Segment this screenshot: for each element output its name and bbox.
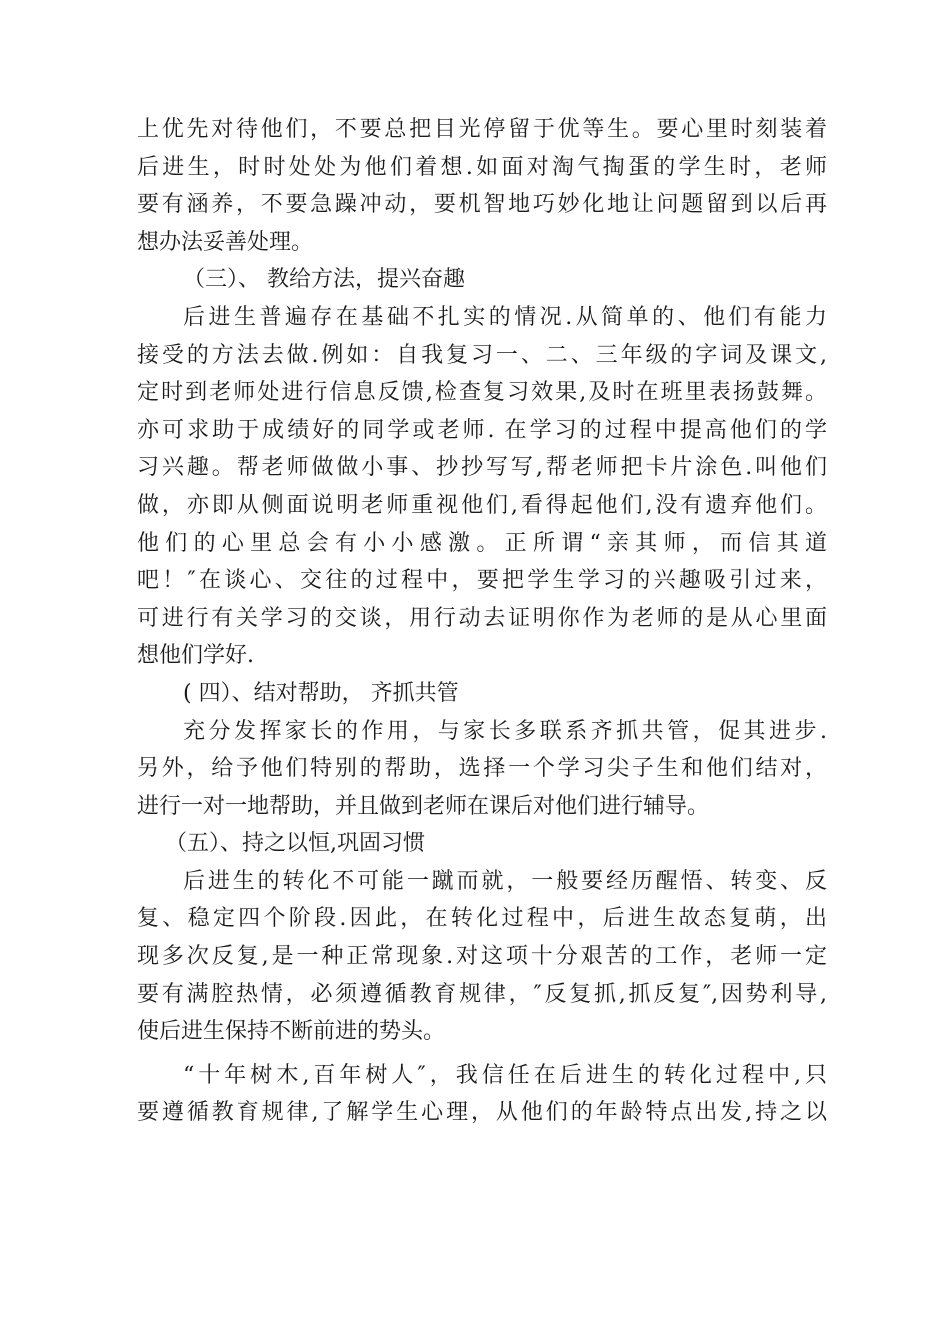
- paragraph-start: 后进生普遍存在基础不扎实的情况.从简单的、他们有能力: [183, 304, 827, 330]
- paragraph-start: “十年树木,百年树人″，我信任在后进生的转化过程中,只: [183, 1062, 827, 1088]
- text-line: 使后进生保持不断前进的势头。: [137, 1019, 446, 1045]
- section-heading-3: （三）、 教给方法，提兴奋趣: [183, 267, 465, 293]
- text-line: 可进行有关学习的交谈，用行动去证明你作为老师的是从心里面: [137, 605, 827, 631]
- text-line: 吧！″在谈心、交往的过程中，要把学生学习的兴趣吸引过来，: [137, 568, 827, 594]
- text-line: 要遵循教育规律,了解学生心理，从他们的年龄特点出发,持之以: [137, 1100, 827, 1126]
- text-line: 后进生，时时处处为他们着想.如面对淘气掏蛋的学生时，老师: [137, 154, 827, 180]
- text-line: 进行一对一地帮助，并且做到老师在课后对他们进行辅导。: [137, 793, 710, 819]
- text-line: 上优先对待他们，不要总把目光停留于优等生。要心里时刻装着: [137, 117, 827, 142]
- text-line: 要有涵养，不要急躁冲动，要机智地巧妙化地让问题留到以后再: [137, 192, 827, 218]
- text-line: 亦可求助于成绩好的同学或老师. 在学习的过程中提高他们的学: [137, 417, 827, 443]
- paragraph-start: 后进生的转化不可能一蹴而就，一般要经历醒悟、转变、反: [183, 868, 827, 894]
- text-line: 习兴趣。帮老师做做小事、抄抄写写,帮老师把卡片涂色.叫他们: [137, 455, 827, 481]
- text-line: 定时到老师处进行信息反馈,检查复习效果,及时在班里表扬鼓舞。: [137, 380, 827, 406]
- text-line: 接受的方法去做.例如：自我复习一、二、三年级的字词及课文,: [137, 342, 827, 368]
- section-heading-4: ( 四）、结对帮助， 齐抓共管: [183, 680, 459, 706]
- text-line: 想他们学好.: [137, 643, 254, 669]
- text-line: 现多次反复,是一种正常现象.对这项十分艰苦的工作，老师一定: [137, 944, 827, 970]
- text-line: 他们的心里总会有小小感激。正所谓“亲其师，而信其道: [137, 530, 827, 556]
- section-heading-5: （五）、持之以恒,巩固习惯: [165, 831, 425, 857]
- body-text: [137, 111, 827, 1132]
- text-line: 另外，给予他们特别的帮助，选择一个学习尖子生和他们结对，: [137, 756, 827, 782]
- text-line: 想办法妥善处理。: [137, 229, 314, 255]
- text-line: 做，亦即从侧面说明老师重视他们,看得起他们,没有遗弃他们。: [137, 492, 827, 518]
- text-line: 要有满腔热情，必须遵循教育规律，″反复抓,抓反复″,因势利导,: [137, 981, 827, 1007]
- text-line: 复、稳定四个阶段.因此，在转化过程中，后进生故态复萌，出: [137, 906, 827, 932]
- paragraph-start: 充分发挥家长的作用，与家长多联系齐抓共管，促其进步.: [183, 718, 827, 744]
